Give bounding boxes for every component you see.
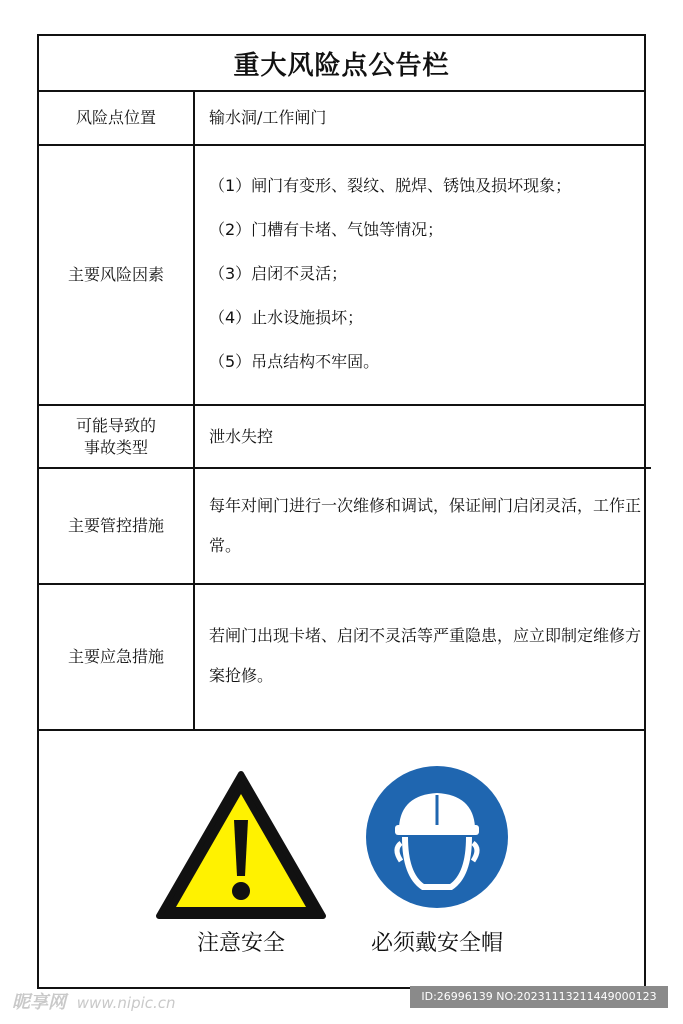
emergency-measures-label: 主要应急措施	[67, 647, 164, 666]
control-measures-label: 主要管控措施	[67, 516, 164, 535]
list-item: （2）门槽有卡堵、气蚀等情况；	[209, 220, 444, 239]
watermark-logo	[12, 988, 176, 1014]
accident-type-value: 泄水失控	[209, 426, 274, 446]
warning-triangle-icon	[153, 768, 329, 922]
list-item: （3）启闭不灵活；	[209, 264, 348, 283]
location-label: 风险点位置	[75, 108, 156, 127]
location-value: 输水洞/工作闸门	[209, 108, 327, 127]
list-item: （1）闸门有变形、裂纹、脱焊、锈蚀及损坏现象；	[209, 176, 572, 195]
risk-notice-board	[37, 34, 646, 989]
accident-type-label	[39, 406, 193, 467]
risk-factors-label: 主要风险因素	[67, 265, 164, 284]
watermark-brand: 昵享网	[12, 992, 66, 1013]
caution-caption: 注意安全	[196, 931, 285, 956]
risk-factors-list	[209, 164, 639, 384]
watermark-url: www.nipic.cn	[76, 994, 176, 1012]
emergency-measures-value: 若闸门出现卡堵、启闭不灵活等严重隐患，应立即制定维修方案抢修。	[209, 626, 642, 685]
divider	[39, 729, 644, 731]
control-measures-value: 每年对闸门进行一次维修和调试，保证闸门启闭灵活，工作正常。	[209, 496, 642, 555]
column-divider	[193, 90, 195, 731]
list-item: （4）止水设施损坏；	[209, 308, 364, 327]
helmet-icon	[365, 765, 509, 909]
helmet-caption: 必须戴安全帽	[370, 931, 503, 956]
board-title: 重大风险点公告栏	[233, 50, 450, 81]
accident-type-label-line1: 可能导致的	[75, 415, 156, 435]
list-item: （5）吊点结构不牢固。	[209, 352, 380, 371]
image-id-bar: ID:26996139 NO:20231113211449000123	[410, 986, 668, 1008]
accident-type-label-line2: 事故类型	[83, 437, 148, 457]
